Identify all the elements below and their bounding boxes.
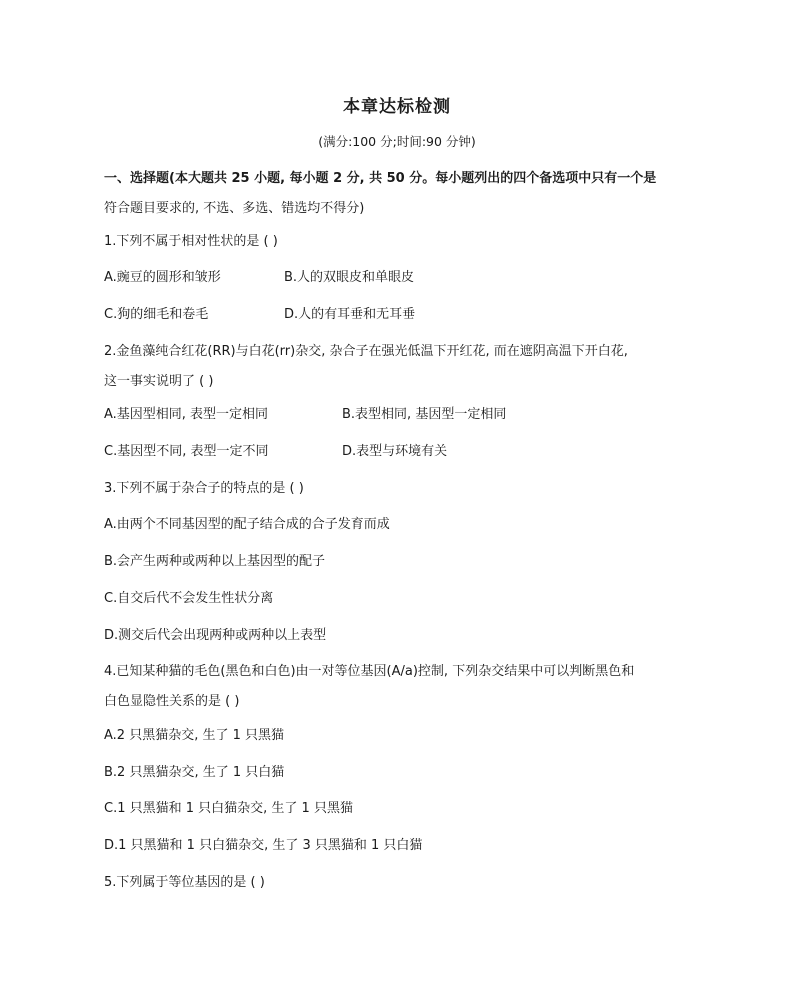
section-intro-line2: 符合题目要求的, 不选、多选、错选均不得分) (104, 201, 365, 216)
question-5-stem: 5.下列属于等位基因的是 ( ) (104, 875, 265, 890)
question-4-stem-line2: 白色显隐性关系的是 ( ) (104, 694, 240, 709)
question-4-option-b: B.2 只黑猫杂交, 生了 1 只白猫 (104, 765, 285, 780)
question-4-option-d: D.1 只黑猫和 1 只白猫杂交, 生了 3 只黑猫和 1 只白猫 (104, 838, 423, 853)
question-3-option-d: D.测交后代会出现两种或两种以上表型 (104, 628, 327, 643)
question-1-option-a: A.豌豆的圆形和皱形 (104, 270, 221, 285)
section-intro-line1: 一、选择题(本大题共 25 小题, 每小题 2 分, 共 50 分。每小题列出的四个备选项中只有一个是 (104, 171, 657, 186)
question-1-option-c: C.狗的细毛和卷毛 (104, 307, 209, 322)
question-2-option-a: A.基因型相同, 表型一定相同 (104, 407, 269, 422)
page-title: 本章达标检测 (343, 97, 451, 117)
question-2-option-b: B.表型相同, 基因型一定相同 (342, 407, 507, 422)
question-2-option-c: C.基因型不同, 表型一定不同 (104, 444, 269, 459)
question-1-stem: 1.下列不属于相对性状的是 ( ) (104, 234, 278, 249)
question-3-stem: 3.下列不属于杂合子的特点的是 ( ) (104, 481, 304, 496)
question-3-option-a: A.由两个不同基因型的配子结合成的合子发育而成 (104, 517, 390, 532)
question-4-stem-line1: 4.已知某种猫的毛色(黑色和白色)由一对等位基因(A/a)控制, 下列杂交结果中可以判断黑色和 (104, 664, 635, 679)
question-2-stem-line2: 这一事实说明了 ( ) (104, 374, 214, 389)
question-2-option-d: D.表型与环境有关 (342, 444, 448, 459)
question-3-option-c: C.自交后代不会发生性状分离 (104, 591, 274, 606)
question-4-option-c: C.1 只黑猫和 1 只白猫杂交, 生了 1 只黑猫 (104, 801, 353, 816)
question-4-option-a: A.2 只黑猫杂交, 生了 1 只黑猫 (104, 728, 285, 743)
question-3-option-b: B.会产生两种或两种以上基因型的配子 (104, 554, 326, 569)
question-2-stem-line1: 2.金鱼藻纯合红花(RR)与白花(rr)杂交, 杂合子在强光低温下开红花, 而在遮阴高温下开白花, (104, 344, 628, 359)
score-time-note: (满分:100 分;时间:90 分钟) (318, 134, 476, 149)
question-1-option-b: B.人的双眼皮和单眼皮 (284, 270, 415, 285)
question-1-option-d: D.人的有耳垂和无耳垂 (284, 307, 416, 322)
